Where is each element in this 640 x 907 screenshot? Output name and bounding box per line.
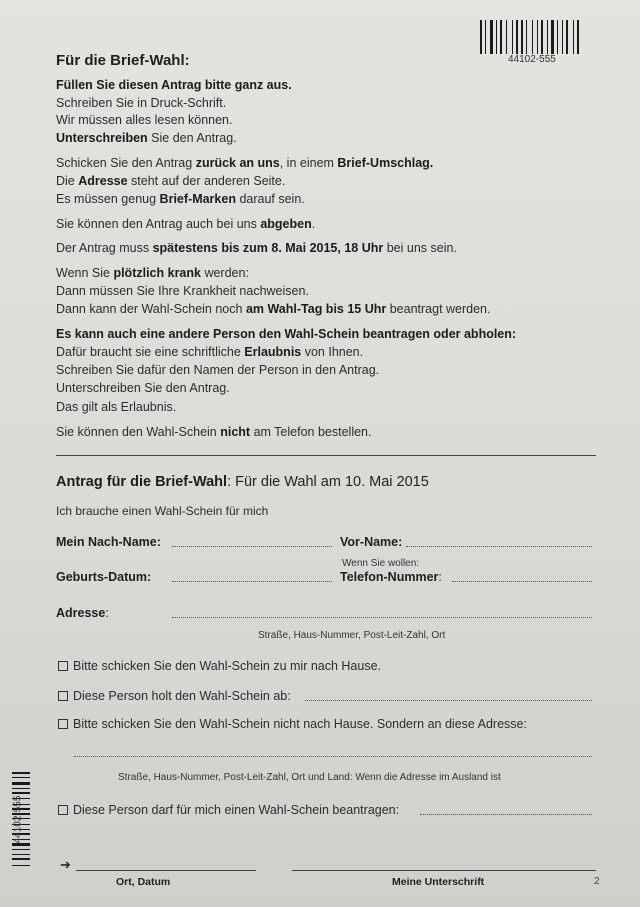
phone-label: Telefon-Nummer: bbox=[340, 570, 442, 584]
last-name-field[interactable] bbox=[172, 546, 332, 547]
first-name-field[interactable] bbox=[406, 546, 592, 547]
abroad-address-hint: Straße, Haus-Nummer, Post-Leit-Zahl, Ort und Land: Wenn die Adresse im Ausland ist bbox=[118, 772, 501, 783]
option-person-picks-up[interactable]: Diese Person holt den Wahl-Schein ab: bbox=[58, 689, 291, 703]
intro-line: Unterschreiben Sie den Antrag. bbox=[56, 131, 237, 145]
option-other-address[interactable]: Bitte schicken Sie den Wahl-Schein nicht nach Hause. Sondern an diese Adresse: bbox=[58, 717, 527, 731]
checkbox[interactable] bbox=[58, 719, 68, 729]
last-name-label: Mein Nach-Name: bbox=[56, 535, 161, 549]
address-label: Adresse: bbox=[56, 606, 109, 620]
birth-date-field[interactable] bbox=[172, 581, 332, 582]
pickup-person-field[interactable] bbox=[305, 700, 592, 701]
arrow-icon: ➔ bbox=[60, 857, 71, 872]
option-send-home[interactable]: Bitte schicken Sie den Wahl-Schein zu mir nach Hause. bbox=[58, 659, 381, 673]
page-number: 2 bbox=[594, 876, 600, 887]
option-authorize-person[interactable]: Diese Person darf für mich einen Wahl-Schein beantragen: bbox=[58, 803, 399, 817]
intro-line: Wir müssen alles lesen können. bbox=[56, 113, 233, 127]
intro-line: Schicken Sie den Antrag zurück an uns, in einem Brief-Umschlag. bbox=[56, 156, 434, 170]
address-field[interactable] bbox=[172, 617, 592, 618]
intro-title: Für die Brief-Wahl: bbox=[56, 52, 190, 69]
signature-line[interactable] bbox=[292, 870, 596, 871]
intro-line: Die Adresse steht auf der anderen Seite. bbox=[56, 174, 286, 188]
signature-label: Meine Unterschrift bbox=[392, 876, 485, 888]
intro-line: Unterschreiben Sie den Antrag. bbox=[56, 381, 230, 395]
intro-line: Der Antrag muss spätestens bis zum 8. Mai 2015, 18 Uhr bei uns sein. bbox=[56, 241, 457, 255]
barcode-top bbox=[480, 20, 584, 54]
form-need-text: Ich brauche einen Wahl-Schein für mich bbox=[56, 504, 269, 518]
birth-date-label: Geburts-Datum: bbox=[56, 570, 152, 584]
intro-line: Sie können den Antrag auch bei uns abgeben. bbox=[56, 217, 316, 231]
intro-line: Es müssen genug Brief-Marken darauf sein. bbox=[56, 192, 305, 206]
checkbox[interactable] bbox=[58, 661, 68, 671]
checkbox[interactable] bbox=[58, 805, 68, 815]
phone-field[interactable] bbox=[452, 581, 592, 582]
intro-line: Schreiben Sie dafür den Namen der Person in den Antrag. bbox=[56, 363, 380, 377]
intro-line: Es kann auch eine andere Person den Wahl-Schein beantragen oder abholen: bbox=[56, 327, 517, 341]
intro-line: Dann müssen Sie Ihre Krankheit nachweisen. bbox=[56, 284, 309, 298]
form-title: Antrag für die Brief-Wahl: Für die Wahl am 10. Mai 2015 bbox=[56, 474, 429, 490]
place-date-label: Ort, Datum bbox=[116, 876, 171, 888]
intro-line: Das gilt als Erlaubnis. bbox=[56, 400, 177, 414]
first-name-label: Vor-Name: bbox=[340, 535, 403, 549]
intro-line: Sie können den Wahl-Schein nicht am Telefon bestellen. bbox=[56, 425, 372, 439]
barcode-left-number: 44102-555 bbox=[12, 795, 24, 844]
intro-line: Füllen Sie diesen Antrag bitte ganz aus. bbox=[56, 78, 292, 92]
checkbox[interactable] bbox=[58, 691, 68, 701]
section-divider bbox=[56, 455, 596, 456]
optional-hint: Wenn Sie wollen: bbox=[342, 558, 420, 569]
intro-line: Dann kann der Wahl-Schein noch am Wahl-Tag bis 15 Uhr beantragt werden. bbox=[56, 302, 491, 316]
barcode-top-number: 44102-555 bbox=[508, 54, 556, 65]
authorized-person-field[interactable] bbox=[420, 814, 592, 815]
intro-line: Wenn Sie plötzlich krank werden: bbox=[56, 266, 249, 280]
intro-line: Schreiben Sie in Druck-Schrift. bbox=[56, 96, 227, 110]
place-date-line[interactable] bbox=[76, 870, 256, 871]
intro-line: Dafür braucht sie eine schriftliche Erlaubnis von Ihnen. bbox=[56, 345, 364, 359]
address-hint: Straße, Haus-Nummer, Post-Leit-Zahl, Ort bbox=[258, 630, 446, 641]
other-address-field[interactable] bbox=[74, 756, 592, 757]
